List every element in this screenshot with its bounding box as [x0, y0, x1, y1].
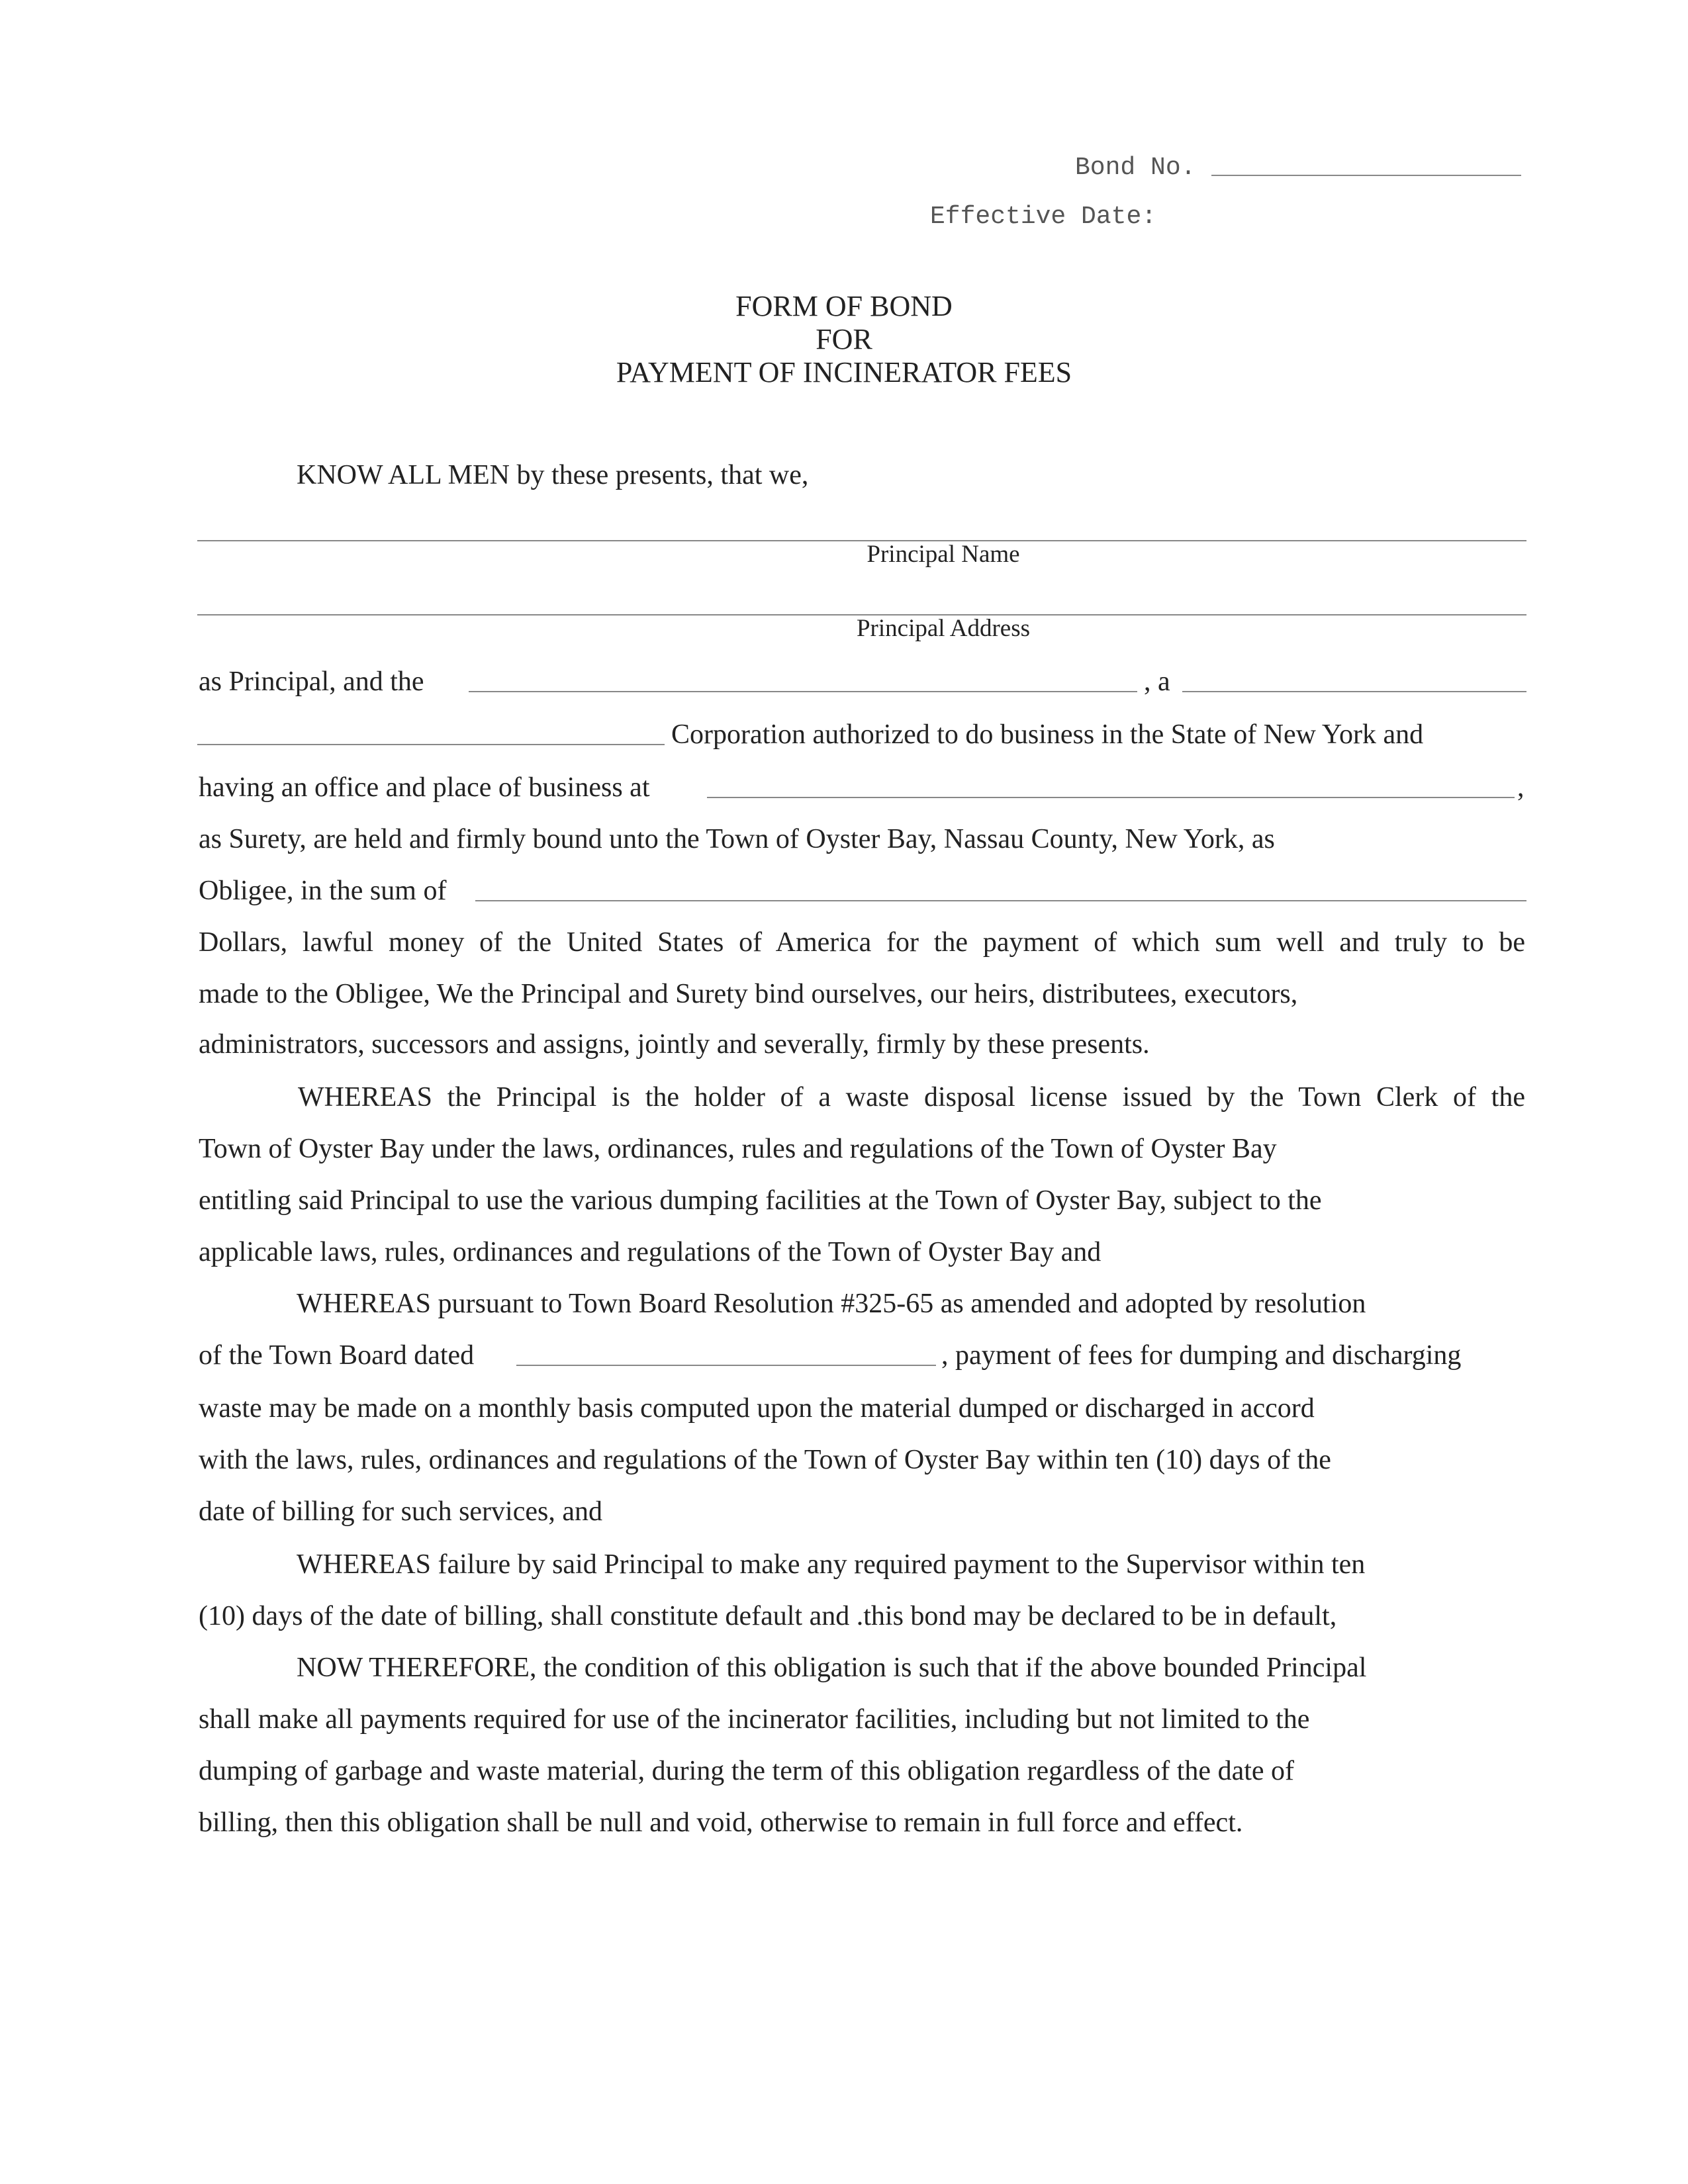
whereas1-line: WHEREAS the Principal is the holder of a waste disposal license issued by the Town Clerk of the	[298, 1082, 1525, 1113]
corporation-text: Corporation authorized to do business in the State of New York and	[671, 719, 1424, 750]
whereas1-line: entitling said Principal to use the various dumping facilities at the Town of Oyster Bay, subject to the	[199, 1185, 1322, 1216]
obligee-bind-text: made to the Obligee, We the Principal and Surety bind ourselves, our heirs, distributees, executors,	[199, 979, 1298, 1009]
whereas2-line: date of billing for such services, and	[199, 1496, 602, 1527]
as-principal-text: as Principal, and the	[199, 666, 424, 697]
whereas3-line: WHEREAS failure by said Principal to make any required payment to the Supervisor within ten	[297, 1549, 1366, 1580]
bond-sum-field[interactable]	[475, 900, 1526, 901]
bond-no-field[interactable]	[1211, 175, 1521, 176]
document-title-line1: FORM OF BOND	[735, 290, 953, 322]
effective-date-label: Effective Date:	[930, 203, 1157, 231]
surety-state-field[interactable]	[1182, 691, 1526, 692]
surety-bound-text: as Surety, are held and firmly bound unto the Town of Oyster Bay, Nassau County, New York, as	[199, 824, 1275, 854]
surety-name-field[interactable]	[469, 691, 1137, 692]
dollars-text: Dollars, lawful money of the United States of America for the payment of which sum well and truly to be	[199, 927, 1525, 958]
administrators-text: administrators, successors and assigns, jointly and severally, firmly by these presents.	[199, 1029, 1150, 1060]
document-title-line3: PAYMENT OF INCINERATOR FEES	[616, 356, 1072, 388]
intro-text: KNOW ALL MEN by these presents, that we,	[297, 460, 809, 490]
whereas1-line: Town of Oyster Bay under the laws, ordinances, rules and regulations of the Town of Oyster Bay	[199, 1134, 1277, 1164]
resolution-date-field[interactable]	[516, 1365, 936, 1366]
whereas2-line: with the laws, rules, ordinances and regulations of the Town of Oyster Bay within ten (10) days of the	[199, 1445, 1331, 1475]
payment-fees-text: , payment of fees for dumping and discharging	[941, 1340, 1462, 1371]
now-therefore-line: shall make all payments required for use of the incinerator facilities, including but not limited to the	[199, 1704, 1310, 1735]
corporation-type-field[interactable]	[197, 744, 665, 745]
office-comma-text: ,	[1517, 772, 1524, 803]
office-text: having an office and place of business at	[199, 772, 650, 803]
now-therefore-line: billing, then this obligation shall be null and void, otherwise to remain in full force and effect.	[199, 1807, 1243, 1838]
whereas1-line: applicable laws, rules, ordinances and regulations of the Town of Oyster Bay and	[199, 1237, 1102, 1267]
principal-address-label: Principal Address	[856, 615, 1031, 642]
document-title-line2: FOR	[816, 323, 872, 355]
comma-a-text: , a	[1144, 666, 1170, 697]
town-board-dated-text: of the Town Board dated	[199, 1340, 475, 1371]
principal-name-label: Principal Name	[867, 541, 1020, 568]
whereas3-line: (10) days of the date of billing, shall constitute default and .this bond may be declared to be in default,	[199, 1601, 1337, 1631]
obligee-sum-text: Obligee, in the sum of	[199, 876, 447, 906]
now-therefore-line: dumping of garbage and waste material, during the term of this obligation regardless of the date of	[199, 1756, 1295, 1786]
whereas2-line: WHEREAS pursuant to Town Board Resolution #325-65 as amended and adopted by resolution	[297, 1289, 1366, 1319]
whereas2-line: waste may be made on a monthly basis computed upon the material dumped or discharged in accord	[199, 1393, 1315, 1424]
surety-office-address-field[interactable]	[707, 797, 1515, 798]
bond-no-label: Bond No.	[1075, 154, 1196, 182]
now-therefore-line: NOW THEREFORE, the condition of this obligation is such that if the above bounded Principal	[297, 1653, 1367, 1683]
